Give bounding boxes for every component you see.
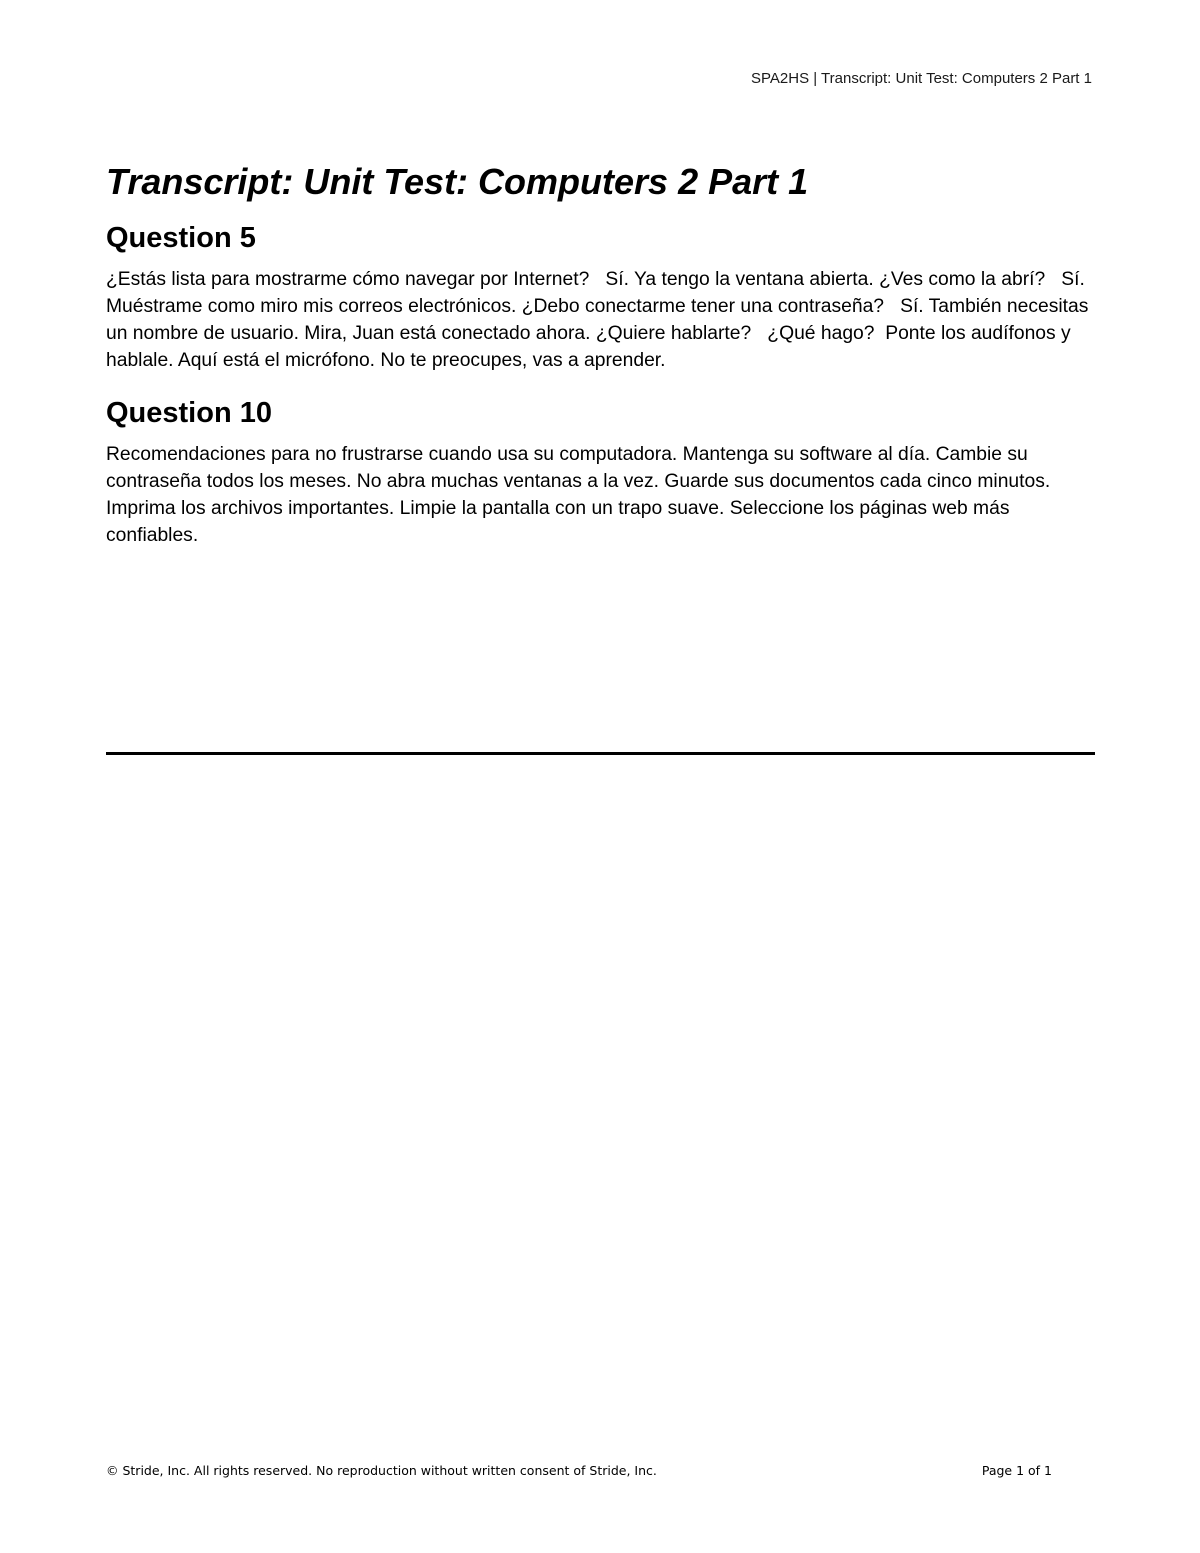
section-question-5 [106,221,1096,374]
section-body: ¿Estás lista para mostrarme cómo navegar por Internet? Sí. Ya tengo la ventana abierta. ¿Ves como la abrí? Sí. Muéstrame como miro mis correos electrónicos. ¿Debo conectarme tener una contraseña? Sí. También necesitas un nombre de usuario. Mira, Juan está conectado ahora. ¿Quiere hablarte? ¿Qué hago? Ponte los audífonos y hablale. Aquí está el micrófono. No te preocupes, vas a aprender. [106,268,1094,371]
section-heading: Question 5 [106,222,256,255]
running-header: SPA2HS | Transcript: Unit Test: Computers 2 Part 1 [751,70,1092,87]
section-body: Recomendaciones para no frustrarse cuando usa su computadora. Mantenga su software al día. Cambie su contraseña todos los meses. No abra muchas ventanas a la vez. Guarde sus documentos cada cinco minutos. Imprima los archivos importantes. Limpie la pantalla con un trapo suave. Seleccione los páginas web más confiables. [106,443,1056,546]
copyright-notice: © Stride, Inc. All rights reserved. No reproduction without written consent of Stride, Inc. [106,1463,657,1478]
horizontal-divider [106,752,1095,755]
page-number: Page 1 of 1 [981,1463,1052,1478]
section-heading: Question 10 [106,396,272,429]
document-content [106,160,1096,571]
section-question-10 [106,396,1096,549]
document-title: Transcript: Unit Test: Computers 2 Part 1 [106,161,809,202]
page-footer [106,1463,1052,1478]
